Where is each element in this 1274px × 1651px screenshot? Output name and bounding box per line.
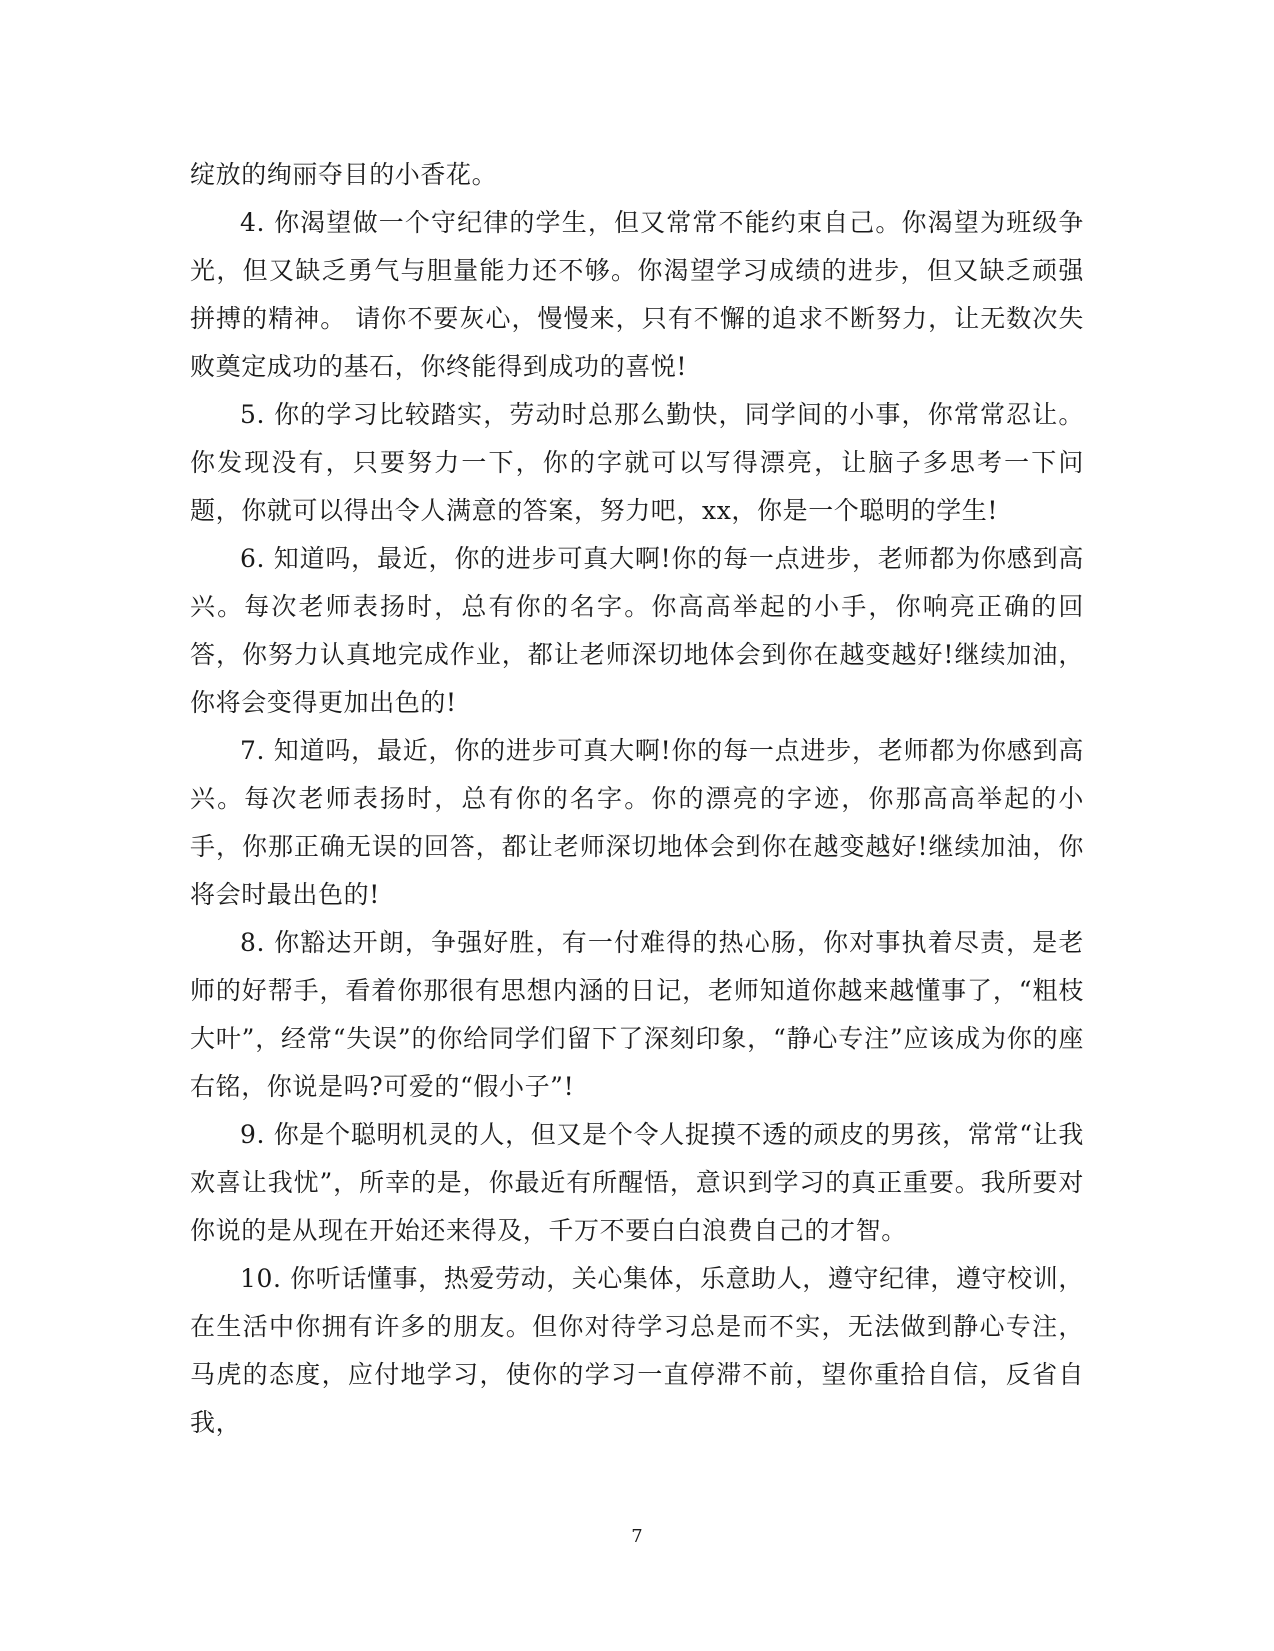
paragraph-continuation: 绽放的绚丽夺目的小香花。 (190, 160, 498, 189)
paragraph-item-5: 5. 你的学习比较踏实，劳动时总那么勤快，同学间的小事，你常常忍让。你发现没有，只要努力一下，你的字就可以写得漂亮，让脑子多思考一下问题，你就可以得出令人满意的答案，努力吧，xx，你是一个聪明的学生! (190, 400, 1084, 525)
document-body (190, 151, 1084, 1447)
paragraph-item-9: 9. 你是个聪明机灵的人，但又是个令人捉摸不透的顽皮的男孩，常常“让我欢喜让我忧”，所幸的是，你最近有所醒悟，意识到学习的真正重要。我所要对你说的是从现在开始还来得及，千万不要白白浪费自己的才智。 (190, 1120, 1084, 1245)
paragraph-item-4: 4. 你渴望做一个守纪律的学生，但又常常不能约束自己。你渴望为班级争光，但又缺乏勇气与胆量能力还不够。你渴望学习成绩的进步，但又缺乏顽强拼搏的精神。 请你不要灰心，慢慢来，只有不懈的追求不断努力，让无数次失败奠定成功的基石，你终能得到成功的喜悦! (190, 208, 1084, 381)
paragraph-item-6: 6. 知道吗，最近，你的进步可真大啊!你的每一点进步，老师都为你感到高兴。每次老师表扬时，总有你的名字。你高高举起的小手，你响亮正确的回答，你努力认真地完成作业，都让老师深切地体会到你在越变越好!继续加油，你将会变得更加出色的! (190, 544, 1084, 717)
paragraph-item-7: 7. 知道吗，最近，你的进步可真大啊!你的每一点进步，老师都为你感到高兴。每次老师表扬时，总有你的名字。你的漂亮的字迹，你那高高举起的小手，你那正确无误的回答，都让老师深切地体会到你在越变越好!继续加油，你将会时最出色的! (190, 736, 1084, 909)
paragraph-item-10: 10. 你听话懂事，热爱劳动，关心集体，乐意助人，遵守纪律，遵守校训，在生活中你拥有许多的朋友。但你对待学习总是而不实，无法做到静心专注，马虎的态度，应付地学习，使你的学习一直停滞不前，望你重拾自信，反省自我， (190, 1264, 1084, 1437)
page-number: 7 (631, 1526, 643, 1547)
paragraph-item-8: 8. 你豁达开朗，争强好胜，有一付难得的热心肠，你对事执着尽责，是老师的好帮手，看着你那很有思想内涵的日记，老师知道你越来越懂事了，“粗枝大叶”，经常“失误”的你给同学们留下了深刻印象，“静心专注”应该成为你的座右铭，你说是吗?可爱的“假小子”! (190, 928, 1084, 1101)
